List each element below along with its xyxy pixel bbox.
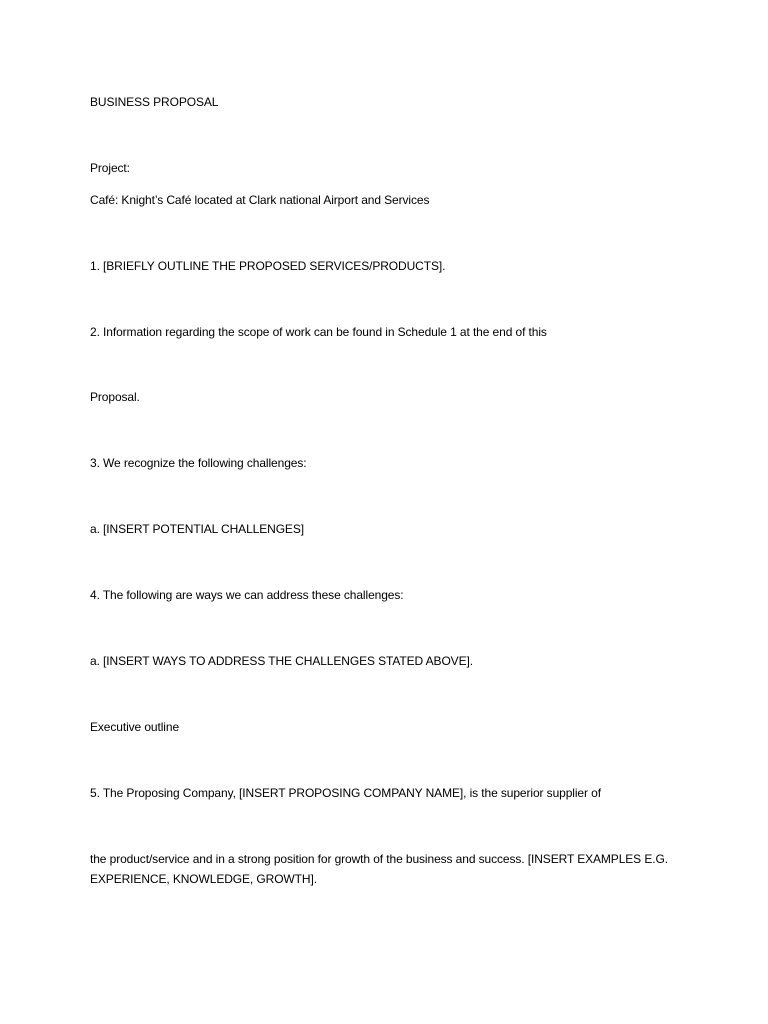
item-3a: a. [INSERT POTENTIAL CHALLENGES]	[90, 522, 304, 536]
item-4: 4. The following are ways we can address these challenges:	[90, 588, 404, 602]
project-label: Project:	[90, 161, 130, 175]
item-2-continuation: Proposal.	[90, 390, 140, 404]
item-4a: a. [INSERT WAYS TO ADDRESS THE CHALLENGES STATED ABOVE].	[90, 654, 473, 668]
project-description: Café: Knight’s Café located at Clark national Airport and Services	[90, 193, 430, 207]
section-heading-executive-outline: Executive outline	[90, 720, 180, 734]
item-5-continuation: the product/service and in a strong position for growth of the business and success. [INSERT EXAMPLES E.G. EXPERIENCE, KNOWLEDGE, GROWTH].	[90, 852, 668, 886]
item-5: 5. The Proposing Company, [INSERT PROPOSING COMPANY NAME], is the superior supplier of	[90, 786, 601, 800]
item-1: 1. [BRIEFLY OUTLINE THE PROPOSED SERVICES/PRODUCTS].	[90, 259, 446, 273]
document-title: BUSINESS PROPOSAL	[90, 95, 219, 109]
item-3: 3. We recognize the following challenges:	[90, 456, 307, 470]
item-2: 2. Information regarding the scope of work can be found in Schedule 1 at the end of this	[90, 325, 547, 339]
